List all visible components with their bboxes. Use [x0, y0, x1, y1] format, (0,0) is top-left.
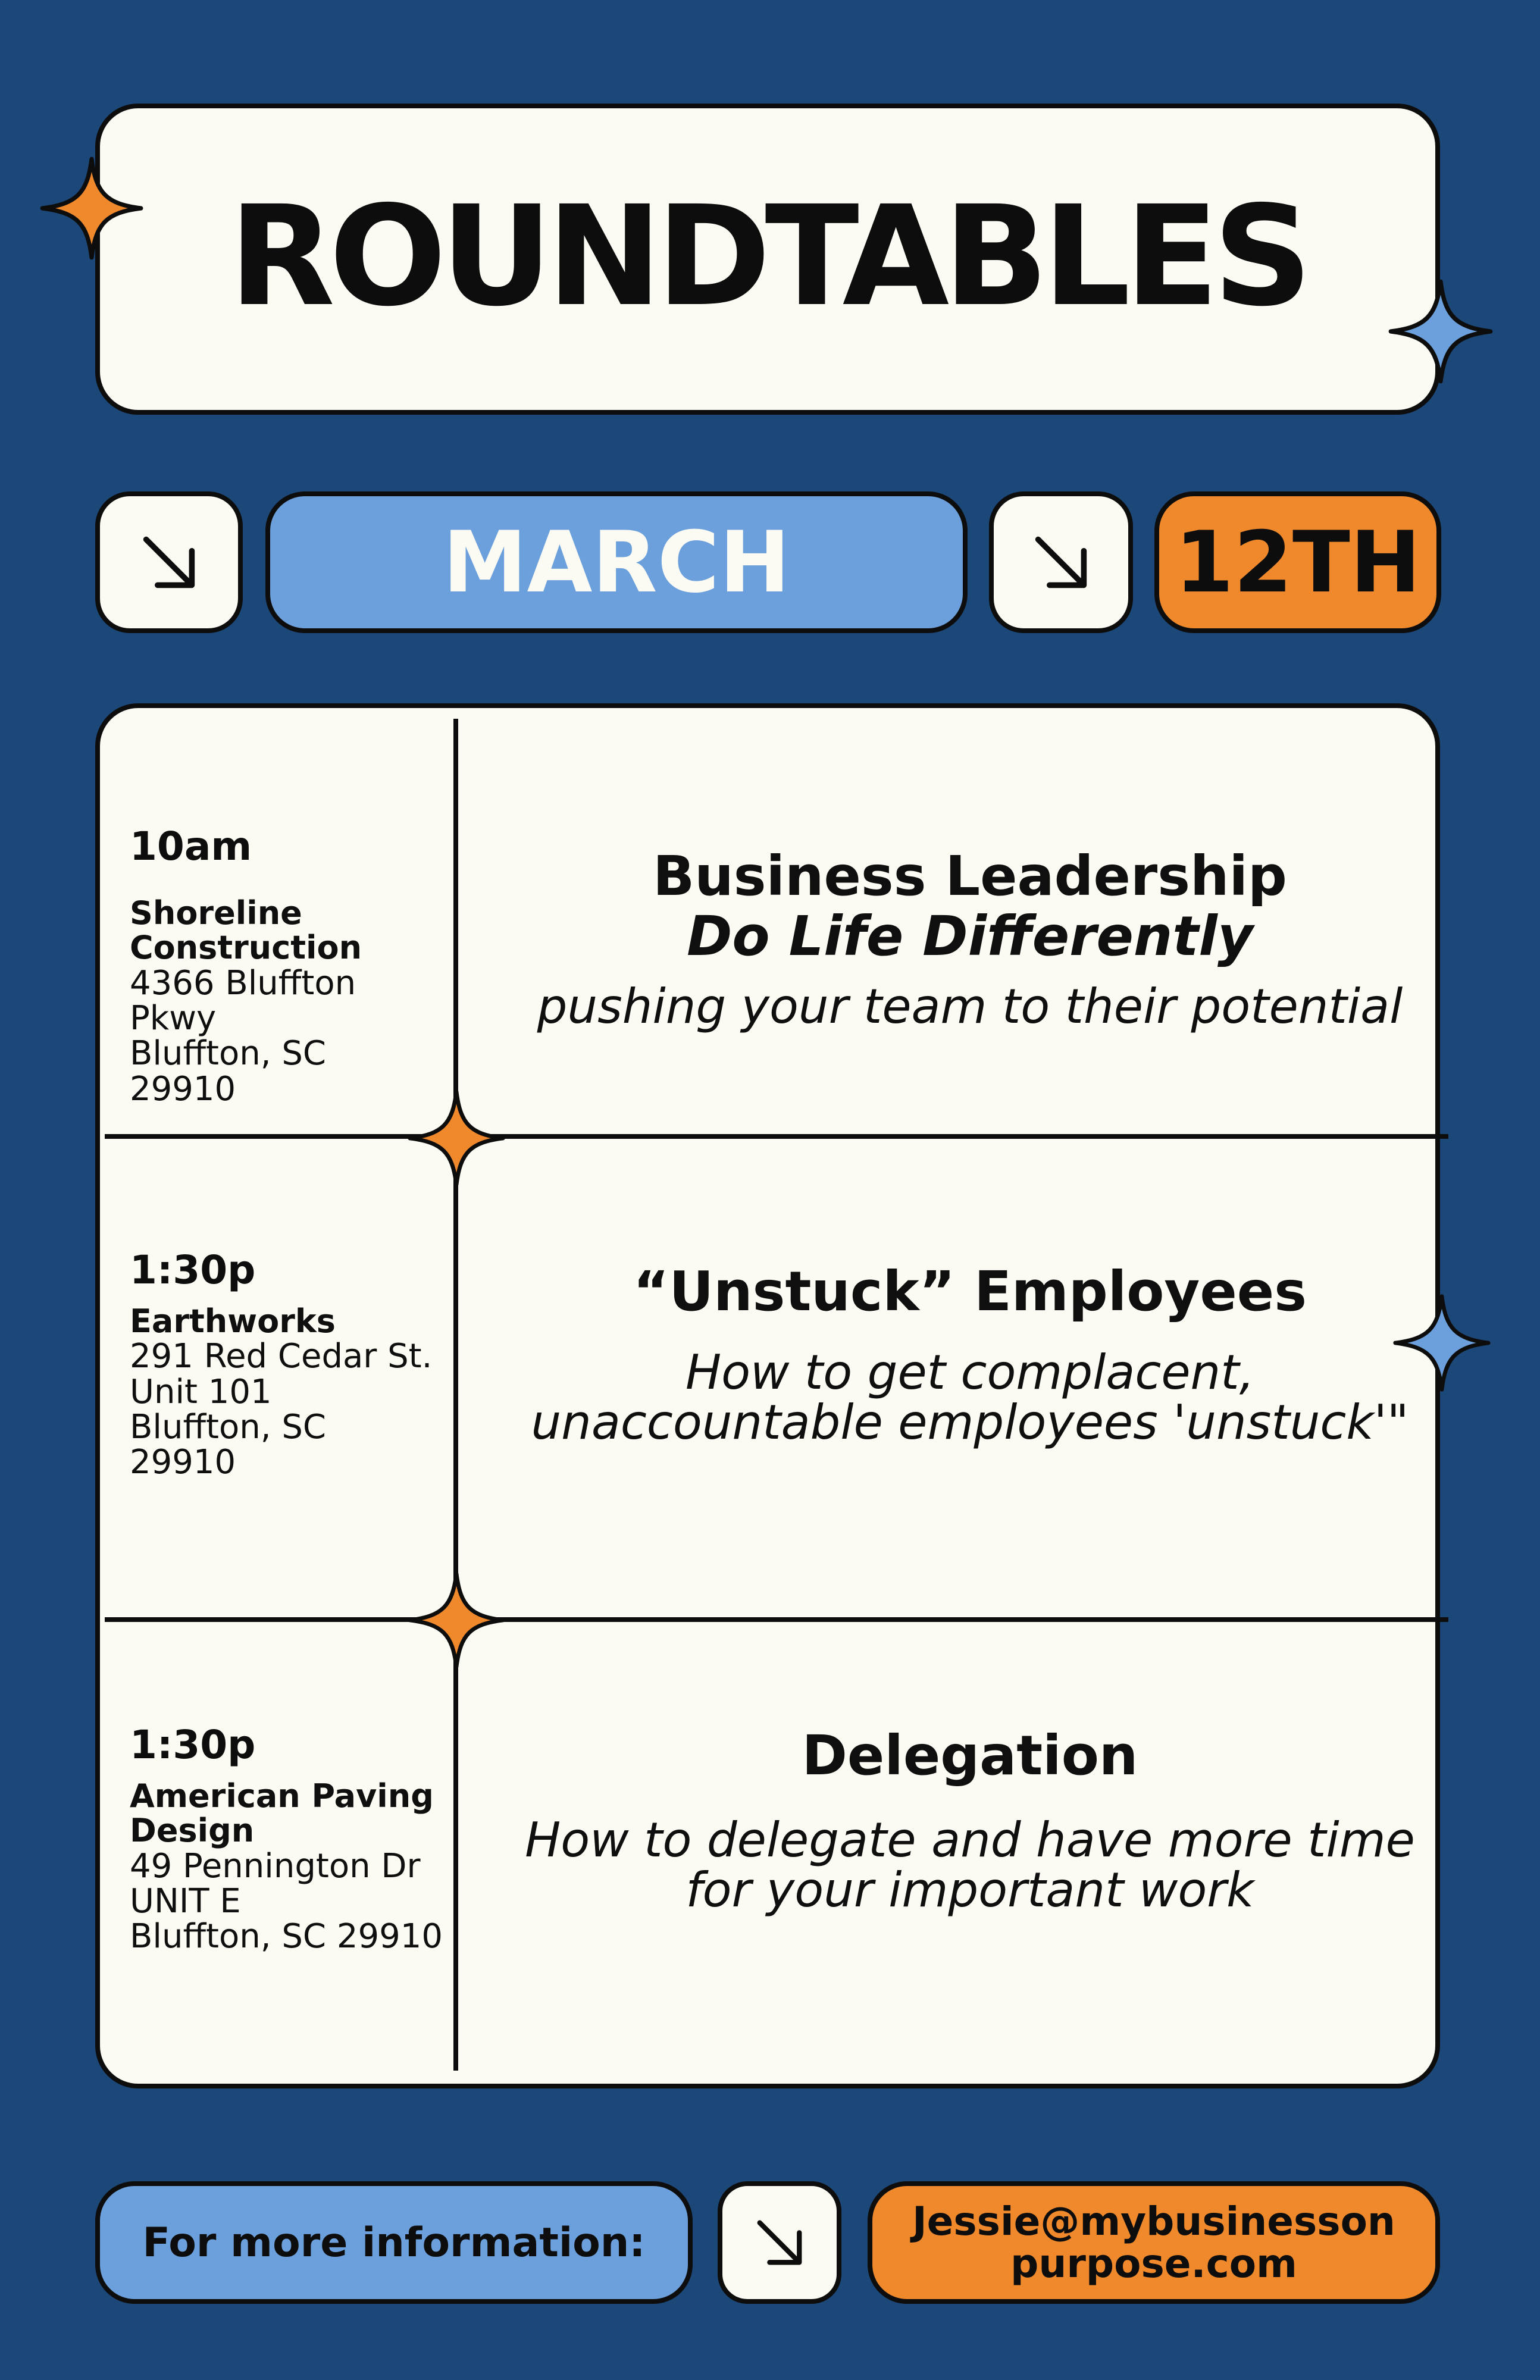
session-topic: Delegation [802, 1724, 1138, 1787]
day-label: 12TH [1175, 513, 1421, 612]
session-description: pushing your team to their potential [537, 979, 1403, 1035]
row-divider [105, 1617, 1448, 1622]
day-pill [1154, 491, 1441, 633]
month-pill [265, 491, 968, 633]
session-tagline: Do Life Differently [687, 904, 1253, 969]
session-description: How to delegate and have more time for your important work [525, 1812, 1415, 1918]
email-line-1[interactable]: Jessie@mybusinesson [912, 2198, 1395, 2244]
month-label: MARCH [443, 513, 790, 612]
session-time: 1:30p [130, 1722, 256, 1768]
session-topic: Business Leadership [653, 844, 1287, 908]
arrow-down-right-icon [749, 2212, 810, 2273]
orange-sparkle-icon [38, 155, 145, 262]
session-time: 1:30p [130, 1247, 256, 1293]
session-venue: Earthworks [130, 1302, 336, 1340]
session-address: 291 Red Cedar St. Unit 101 Bluffton, SC 29910 [130, 1337, 433, 1482]
session-info [130, 823, 439, 1108]
session-address: 49 Pennington Dr UNIT E Bluffton, SC 29910 [130, 1846, 443, 1956]
session-info [130, 1247, 439, 1482]
row-divider [105, 1134, 1448, 1139]
session-details [476, 1260, 1464, 1451]
info-pill [95, 2181, 693, 2304]
arrow-down-right-icon [133, 527, 205, 598]
blue-sparkle-icon [1386, 277, 1495, 386]
arrow-box [989, 491, 1133, 633]
session-description: How to get complacent, unaccountable employees 'unstuck'" [531, 1345, 1409, 1451]
session-details [476, 1724, 1464, 1918]
session-info [130, 1722, 463, 1956]
session-topic: “Unstuck” Employees [633, 1260, 1307, 1323]
orange-sparkle-icon [406, 1570, 507, 1671]
page-title: ROUNDTABLES [229, 176, 1307, 337]
session-venue: American Paving Design [130, 1777, 434, 1850]
title-banner [95, 104, 1440, 415]
arrow-down-right-icon [1025, 527, 1097, 598]
session-venue: Shoreline Construction [130, 894, 362, 967]
session-details [476, 844, 1464, 1035]
info-label: For more information: [142, 2219, 646, 2266]
session-address: 4366 Bluffton Pkwy Bluffton, SC 29910 [130, 963, 356, 1108]
arrow-box [718, 2181, 841, 2304]
email-line-2[interactable]: purpose.com [1010, 2241, 1297, 2287]
email-pill[interactable] [868, 2181, 1440, 2304]
session-time: 10am [130, 823, 252, 869]
arrow-box [95, 491, 243, 633]
